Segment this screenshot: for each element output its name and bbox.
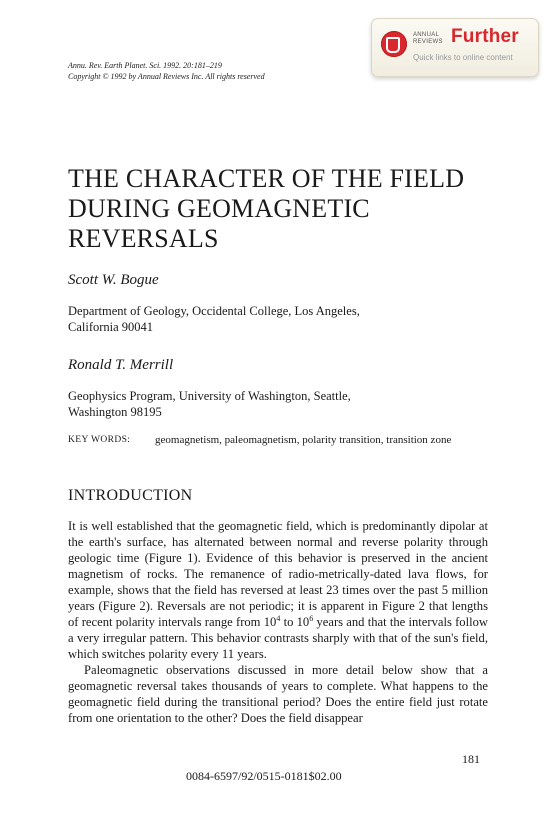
- footer-code: 0084-6597/92/0515-0181$02.00: [186, 769, 342, 783]
- title-line: THE CHARACTER OF THE FIELD: [68, 164, 465, 193]
- author-name: Ronald T. Merrill: [68, 357, 174, 373]
- title-line: REVERSALS: [68, 224, 219, 253]
- author-name: Scott W. Bogue: [68, 272, 159, 288]
- further-label: Further: [451, 26, 519, 47]
- section-heading: INTRODUCTION: [68, 487, 193, 504]
- paragraph-text: years and that the intervals follow a very irregular pattern. This behavior contrasts sharply with that of the sun's field, which switches polarity every 11 years.: [68, 615, 488, 661]
- reviews-label: REVIEWS: [413, 39, 443, 45]
- exponent: 4: [276, 613, 281, 623]
- affiliation-line: Department of Geology, Occidental College, Los Angeles,: [68, 304, 360, 318]
- keywords-text: geomagnetism, paleomagnetism, polarity transition, transition zone: [155, 434, 452, 446]
- copyright-line: Copyright © 1992 by Annual Reviews Inc. All rights reserved: [68, 72, 265, 81]
- affiliation-line: California 90041: [68, 320, 154, 334]
- body-text: [68, 518, 488, 726]
- author-affiliation: [68, 388, 488, 420]
- paragraph-text: to 10: [280, 615, 310, 629]
- paragraph: Paleomagnetic observations discussed in more detail below show that a geomagnetic reversal takes thousands of years to complete. What happens to the geomagnetic field during the transitional period? Does the entire field just rotate from one orientation to the other? Does the field disappear: [68, 663, 488, 725]
- logo-mark-icon: [386, 37, 400, 53]
- journal-citation-line: Annu. Rev. Earth Planet. Sci. 1992. 20:181–219: [68, 61, 222, 70]
- journal-citation: [68, 60, 368, 82]
- title-line: DURING GEOMAGNETIC: [68, 194, 370, 223]
- keywords-label: KEY WORDS:: [68, 435, 131, 445]
- paragraph: [68, 518, 488, 662]
- annual-reviews-label: [413, 32, 443, 46]
- article-title: [68, 164, 488, 254]
- author-affiliation: [68, 303, 488, 335]
- further-badge[interactable]: [371, 18, 539, 77]
- quick-links-label: Quick links to online content: [413, 53, 513, 62]
- affiliation-line: Geophysics Program, University of Washington, Seattle,: [68, 389, 351, 403]
- exponent: 6: [309, 613, 314, 623]
- page-number: 181: [462, 752, 480, 766]
- annual-label: ANNUAL: [413, 32, 440, 38]
- affiliation-line: Washington 98195: [68, 405, 162, 419]
- annual-reviews-logo-icon: [381, 31, 407, 57]
- paragraph-text: It is well established that the geomagnetic field, which is predominantly dipolar at the earth's surface, has alternated between normal and reverse polarity through geologic time (Figure 1). Evidence of this behavior is preserved in the ancient magnetism of rocks. The remanence of radio-metrically-dated lava flows, for example, shows that the field has reversed at least 23 times over the past 5 million years (Figure 2). Reversals are not periodic; it is apparent in Figure 2 that lengths of recent polarity intervals range from 10: [68, 519, 488, 629]
